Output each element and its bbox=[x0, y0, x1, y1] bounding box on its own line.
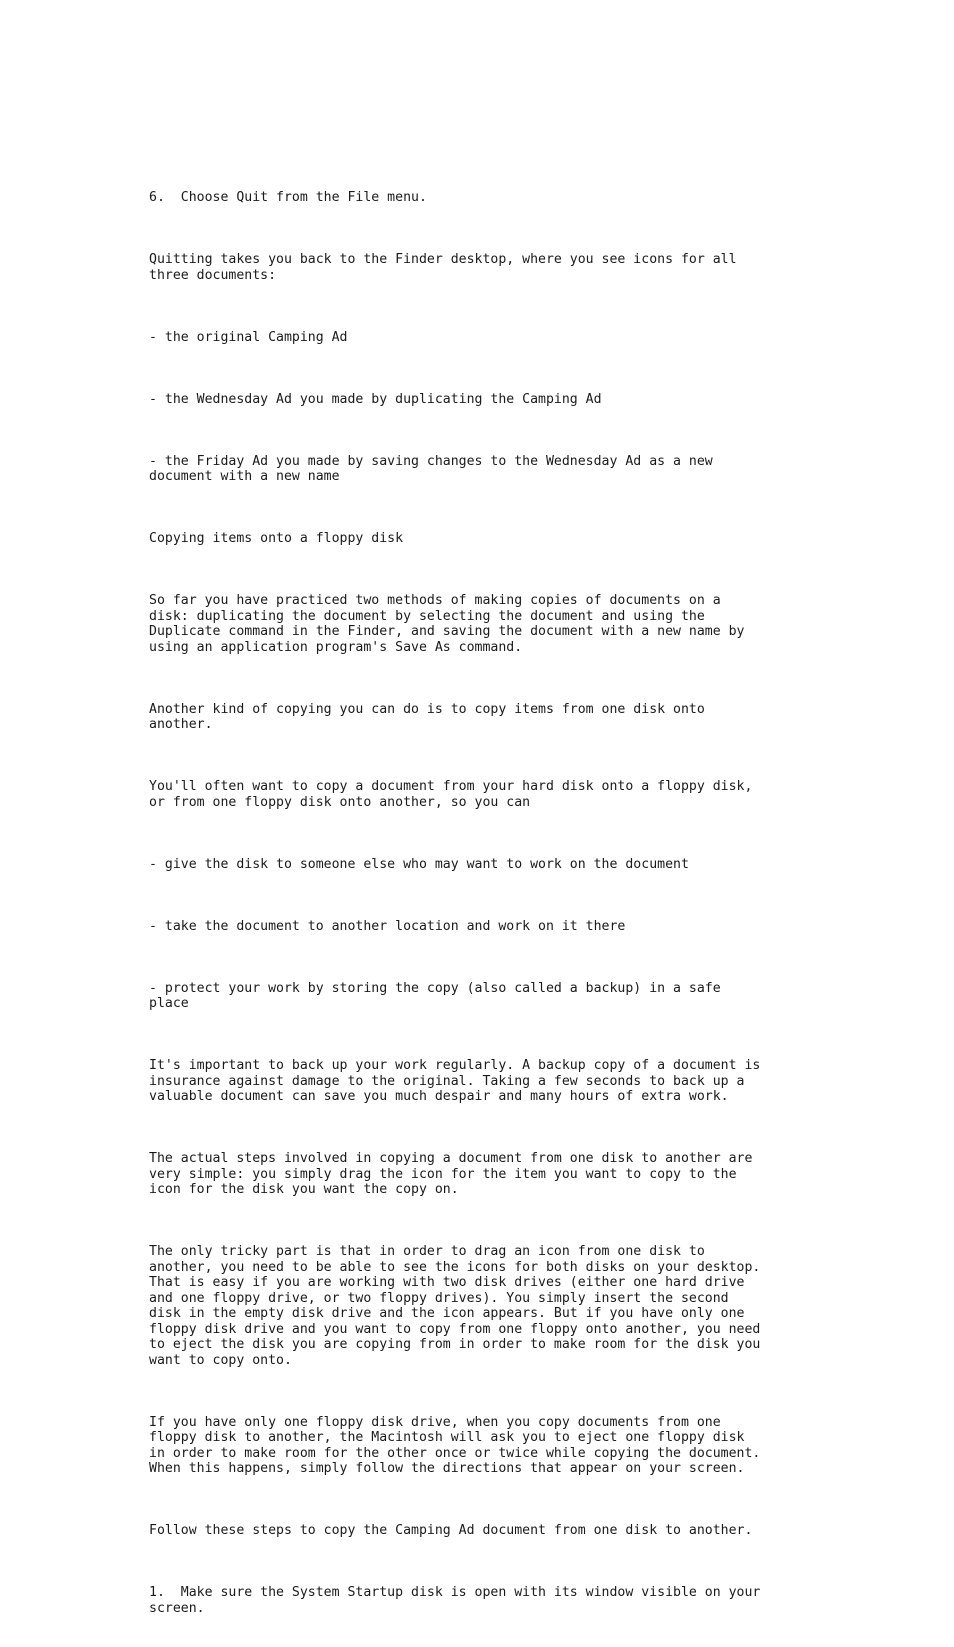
list-item-take-document: - take the document to another location and work on it there bbox=[149, 918, 626, 934]
paragraph-often-want: You'll often want to copy a document from your hard disk onto a floppy disk, or from one floppy disk onto another, so you can bbox=[149, 779, 753, 810]
paragraph-follow-steps: Follow these steps to copy the Camping Ad document from one disk to another. bbox=[149, 1523, 753, 1538]
paragraph-two-methods: So far you have practiced two methods of making copies of documents on a disk: duplicating the document by selecting the document and using the Duplicate command in the Finder, and saving the document with a new name by using an application program's Save As command. bbox=[149, 593, 745, 655]
step-1-startup-disk: 1. Make sure the System Startup disk is open with its window visible on your screen. bbox=[149, 1585, 761, 1616]
paragraph-tricky-part: The only tricky part is that in order to drag an icon from one disk to another, you need to be able to see the icons for both disks on your desktop. That is easy if you are working with two disk drives (either one hard drive and one floppy drive, or two floppy drives). You simply insert the second disk in the empty disk drive and the icon appears. But if you have only one floppy disk drive and you want to copy from one floppy onto another, you need to eject the disk you are copying from in order to make room for the disk you want to copy onto. bbox=[149, 1244, 761, 1368]
document-page bbox=[149, 159, 929, 1647]
paragraph-actual-steps: The actual steps involved in copying a document from one disk to another are very simple: you simply drag the icon for the item you want to copy to the icon for the disk you want the copy on. bbox=[149, 1151, 753, 1197]
section-heading-copying: Copying items onto a floppy disk bbox=[149, 531, 404, 546]
list-item-wednesday-ad: - the Wednesday Ad you made by duplicating the Camping Ad bbox=[149, 391, 602, 407]
list-item-original-ad: - the original Camping Ad bbox=[149, 329, 348, 345]
paragraph-one-drive: If you have only one floppy disk drive, when you copy documents from one floppy disk to another, the Macintosh will ask you to eject one floppy disk in order to make room for the other once or twice while copying the document. When this happens, simply follow the directions that appear on your screen. bbox=[149, 1414, 761, 1476]
paragraph-back-up: It's important to back up your work regularly. A backup copy of a document is insurance against damage to the original. Taking a few seconds to back up a valuable document can save you much despair and many hours of extra work. bbox=[149, 1058, 761, 1104]
paragraph-another-kind: Another kind of copying you can do is to copy items from one disk onto another. bbox=[149, 701, 705, 732]
list-item-protect-work: - protect your work by storing the copy (also called a backup) in a safe place bbox=[149, 980, 721, 1011]
list-item-give-disk: - give the disk to someone else who may want to work on the document bbox=[149, 856, 689, 872]
list-item-friday-ad: - the Friday Ad you made by saving changes to the Wednesday Ad as a new document with a new name bbox=[149, 453, 713, 484]
step-6-quit: 6. Choose Quit from the File menu. bbox=[149, 190, 427, 205]
paragraph-quitting: Quitting takes you back to the Finder desktop, where you see icons for all three documents: bbox=[149, 252, 737, 283]
